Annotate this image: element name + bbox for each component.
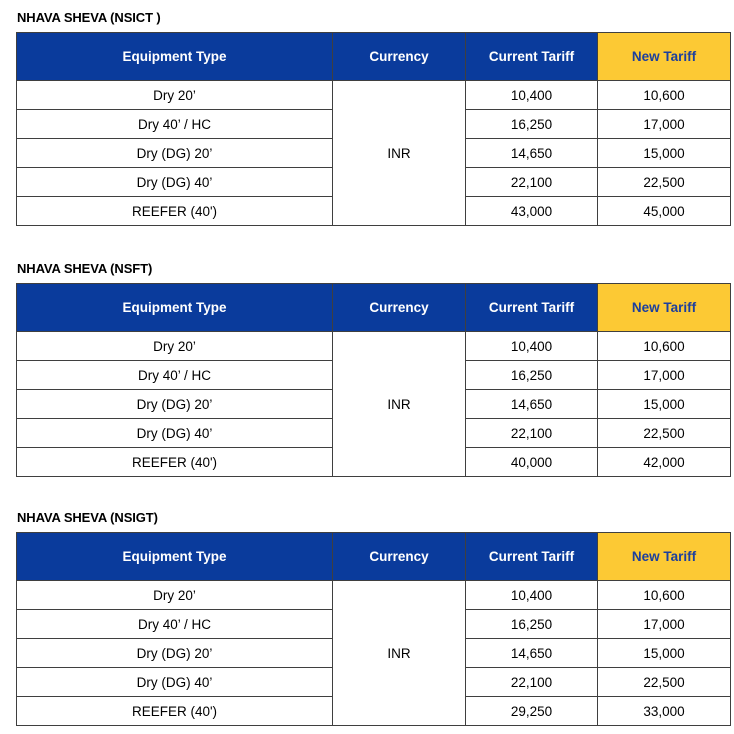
header-currency: Currency <box>333 533 466 581</box>
equipment-type-cell: Dry 40’ / HC <box>17 361 333 390</box>
equipment-type-cell: Dry (DG) 40’ <box>17 668 333 697</box>
current-tariff-cell: 16,250 <box>466 361 598 390</box>
new-tariff-cell: 17,000 <box>598 110 731 139</box>
equipment-type-cell: REEFER (40') <box>17 697 333 726</box>
header-current-tariff: Current Tariff <box>466 284 598 332</box>
header-currency: Currency <box>333 284 466 332</box>
tariff-table <box>16 532 731 726</box>
new-tariff-cell: 33,000 <box>598 697 731 726</box>
new-tariff-cell: 17,000 <box>598 361 731 390</box>
current-tariff-cell: 14,650 <box>466 139 598 168</box>
table-row <box>17 332 731 361</box>
header-row <box>17 533 731 581</box>
tariff-table <box>16 32 731 226</box>
new-tariff-cell: 10,600 <box>598 581 731 610</box>
current-tariff-cell: 43,000 <box>466 197 598 226</box>
header-new-tariff: New Tariff <box>598 533 731 581</box>
equipment-type-cell: REEFER (40') <box>17 448 333 477</box>
current-tariff-cell: 14,650 <box>466 390 598 419</box>
table-row <box>17 81 731 110</box>
equipment-type-cell: Dry 40’ / HC <box>17 110 333 139</box>
current-tariff-cell: 22,100 <box>466 168 598 197</box>
current-tariff-cell: 14,650 <box>466 639 598 668</box>
equipment-type-cell: Dry (DG) 20’ <box>17 390 333 419</box>
header-new-tariff: New Tariff <box>598 33 731 81</box>
new-tariff-cell: 10,600 <box>598 81 731 110</box>
equipment-type-cell: Dry (DG) 40’ <box>17 419 333 448</box>
current-tariff-cell: 22,100 <box>466 668 598 697</box>
new-tariff-cell: 15,000 <box>598 639 731 668</box>
header-row <box>17 284 731 332</box>
section-title: NHAVA SHEVA (NSIGT) <box>17 510 158 525</box>
equipment-type-cell: REEFER (40') <box>17 197 333 226</box>
new-tariff-cell: 22,500 <box>598 168 731 197</box>
header-current-tariff: Current Tariff <box>466 33 598 81</box>
equipment-type-cell: Dry (DG) 20’ <box>17 639 333 668</box>
tariff-table <box>16 283 731 477</box>
current-tariff-cell: 29,250 <box>466 697 598 726</box>
header-equipment-type: Equipment Type <box>17 33 333 81</box>
header-new-tariff: New Tariff <box>598 284 731 332</box>
section-title: NHAVA SHEVA (NSFT) <box>17 261 153 276</box>
equipment-type-cell: Dry 40’ / HC <box>17 610 333 639</box>
equipment-type-cell: Dry 20’ <box>17 581 333 610</box>
header-row <box>17 33 731 81</box>
currency-cell: INR <box>333 581 466 726</box>
new-tariff-cell: 17,000 <box>598 610 731 639</box>
equipment-type-cell: Dry 20’ <box>17 81 333 110</box>
header-current-tariff: Current Tariff <box>466 533 598 581</box>
current-tariff-cell: 16,250 <box>466 110 598 139</box>
new-tariff-cell: 22,500 <box>598 419 731 448</box>
equipment-type-cell: Dry (DG) 20’ <box>17 139 333 168</box>
current-tariff-cell: 22,100 <box>466 419 598 448</box>
current-tariff-cell: 10,400 <box>466 81 598 110</box>
new-tariff-cell: 45,000 <box>598 197 731 226</box>
equipment-type-cell: Dry (DG) 40’ <box>17 168 333 197</box>
new-tariff-cell: 22,500 <box>598 668 731 697</box>
new-tariff-cell: 42,000 <box>598 448 731 477</box>
equipment-type-cell: Dry 20’ <box>17 332 333 361</box>
current-tariff-cell: 10,400 <box>466 332 598 361</box>
new-tariff-cell: 10,600 <box>598 332 731 361</box>
current-tariff-cell: 10,400 <box>466 581 598 610</box>
current-tariff-cell: 16,250 <box>466 610 598 639</box>
table-row <box>17 581 731 610</box>
header-currency: Currency <box>333 33 466 81</box>
header-equipment-type: Equipment Type <box>17 533 333 581</box>
header-equipment-type: Equipment Type <box>17 284 333 332</box>
currency-cell: INR <box>333 332 466 477</box>
new-tariff-cell: 15,000 <box>598 139 731 168</box>
currency-cell: INR <box>333 81 466 226</box>
new-tariff-cell: 15,000 <box>598 390 731 419</box>
section-title: NHAVA SHEVA (NSICT ) <box>17 10 161 25</box>
current-tariff-cell: 40,000 <box>466 448 598 477</box>
